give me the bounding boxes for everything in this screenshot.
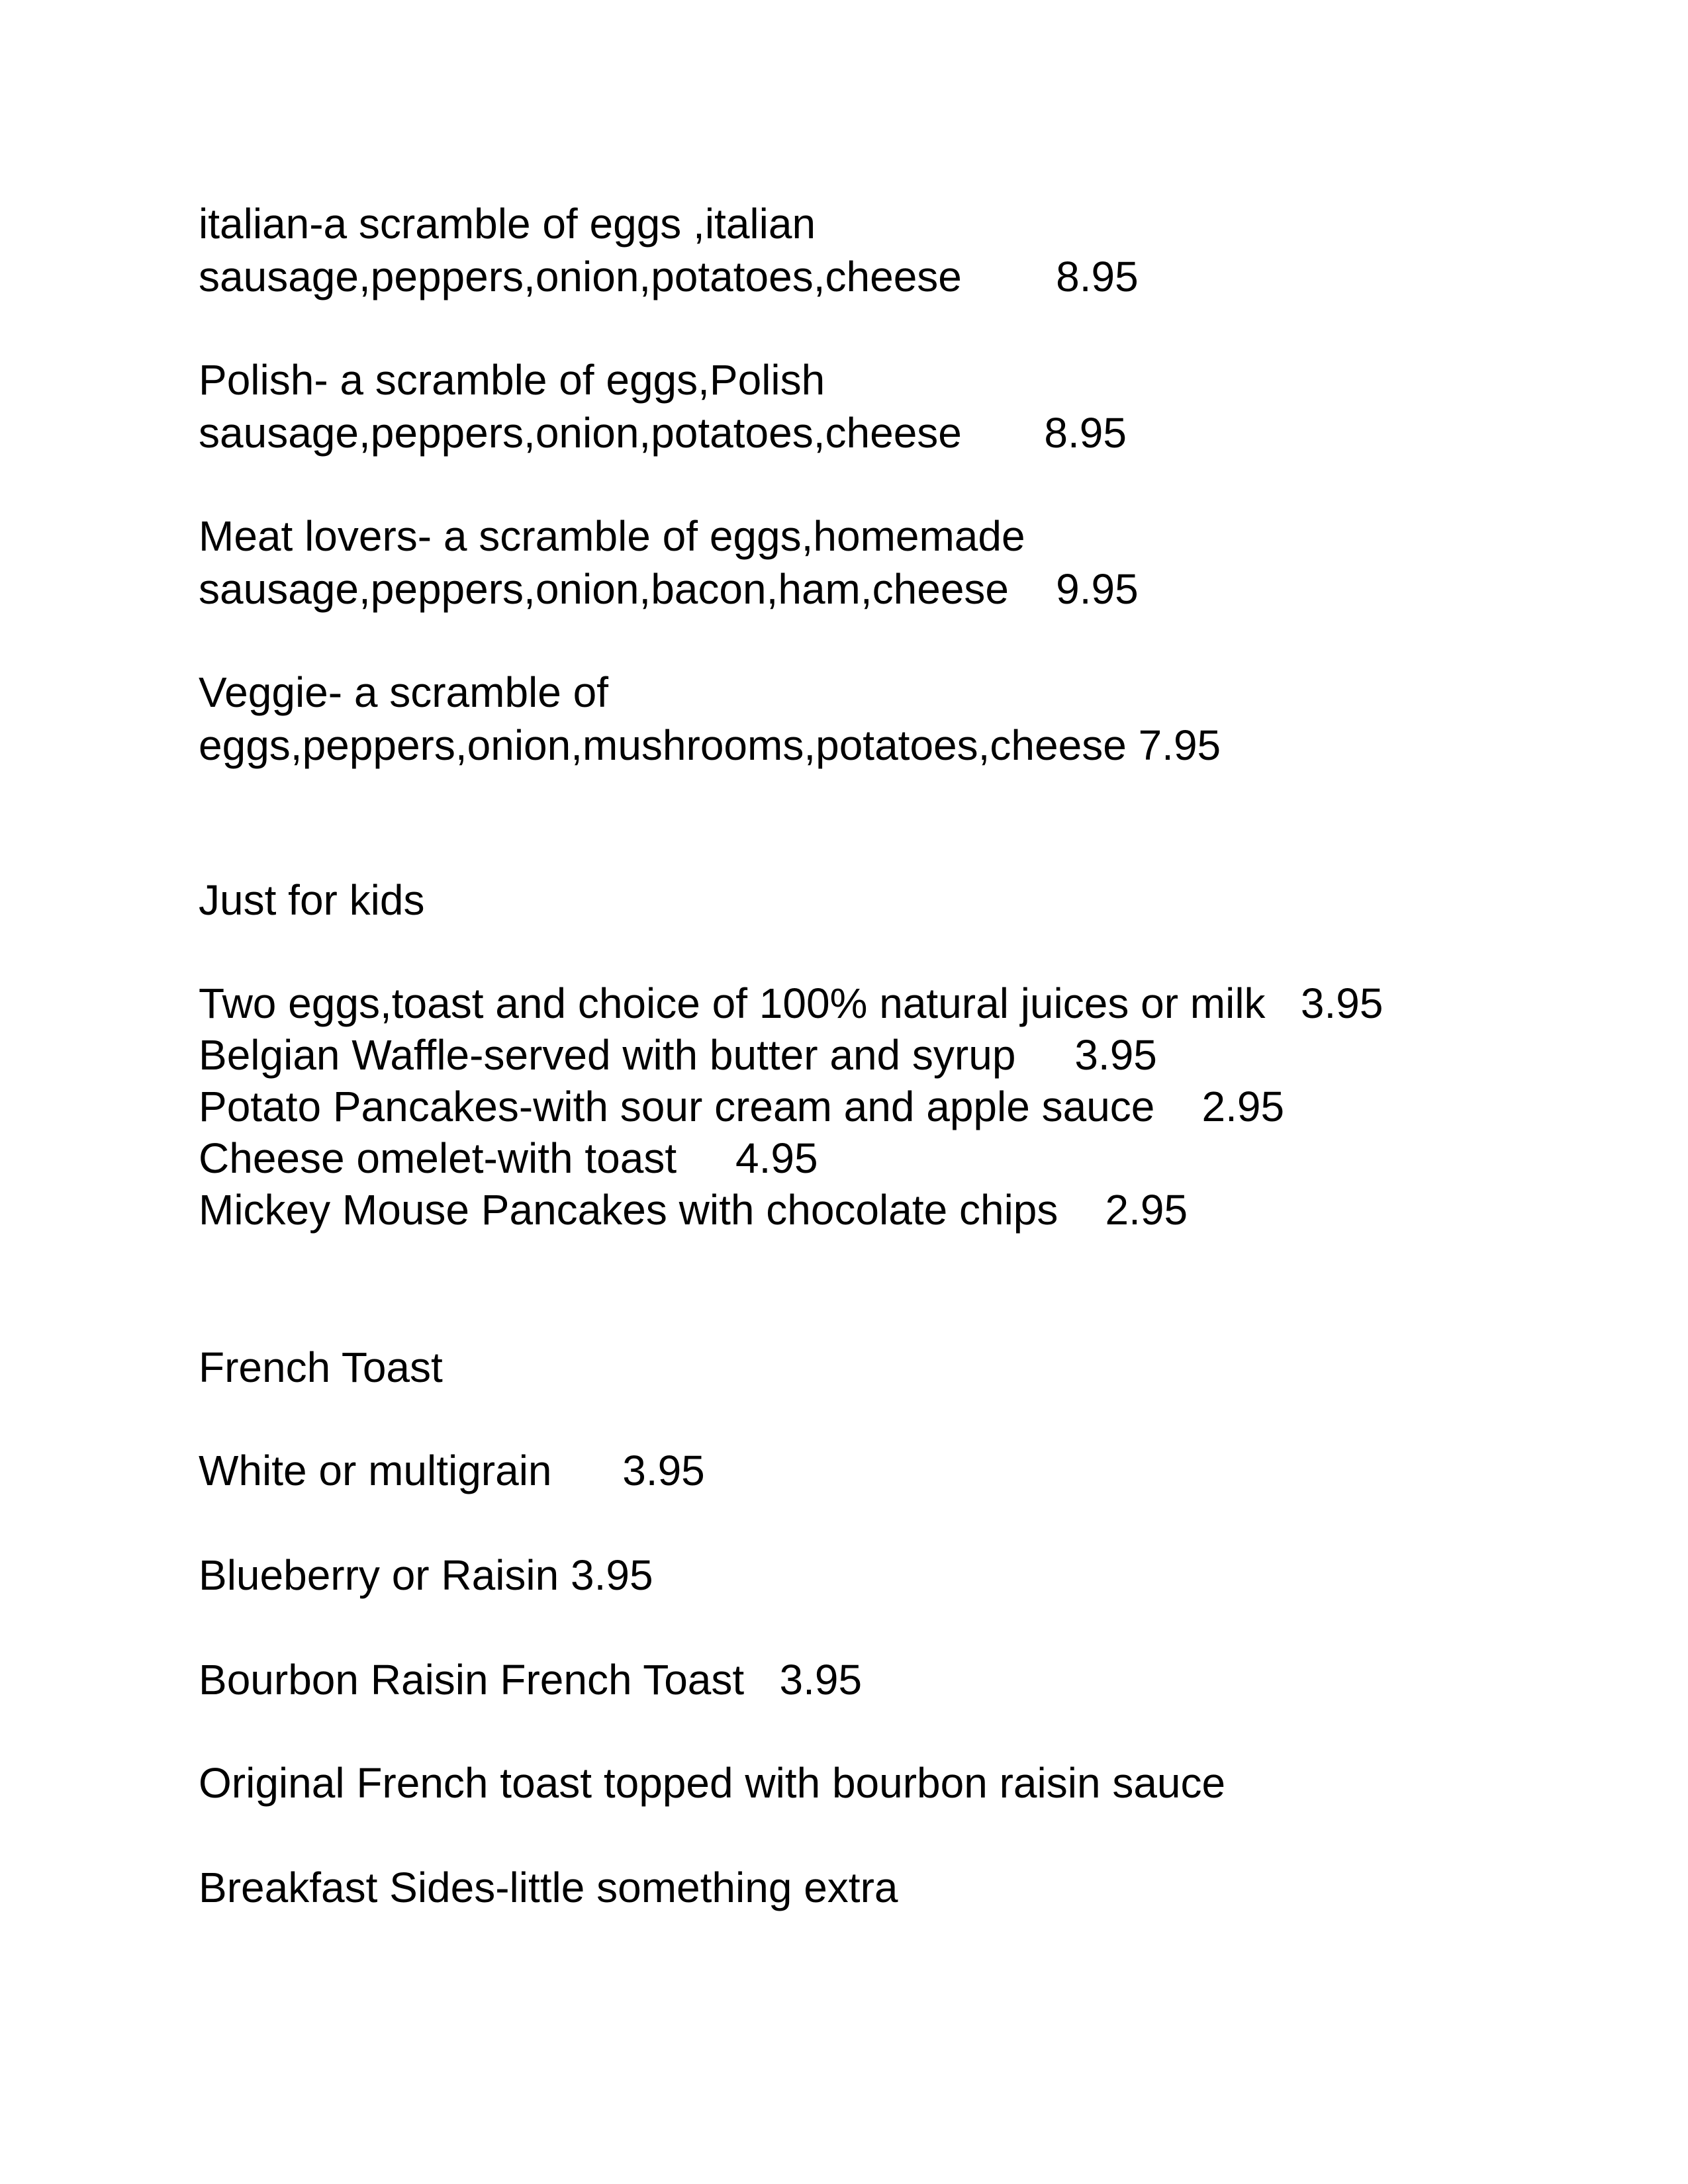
veggie-scramble-line1: Veggie- a scramble of [199, 668, 608, 716]
polish-scramble-line2: sausage,peppers,onion,potatoes,cheese 8.95 [199, 409, 1127, 457]
kids-item: Cheese omelet-with toast 4.95 [199, 1134, 818, 1182]
polish-scramble-line1: Polish- a scramble of eggs,Polish [199, 356, 825, 404]
breakfast-sides-heading: Breakfast Sides-little something extra [199, 1864, 898, 1911]
meat-lovers-scramble-line2: sausage,peppers,onion,bacon,ham,cheese 9.95 [199, 565, 1139, 613]
kids-heading: Just for kids [199, 876, 425, 924]
italian-scramble-line2: sausage,peppers,onion,potatoes,cheese 8.95 [199, 253, 1139, 300]
french-toast-heading: French Toast [199, 1343, 443, 1391]
french-toast-item: Blueberry or Raisin 3.95 [199, 1551, 653, 1599]
veggie-scramble-line2: eggs,peppers,onion,mushrooms,potatoes,cheese 7.95 [199, 721, 1221, 769]
italian-scramble-line1: italian-a scramble of eggs ,italian [199, 200, 816, 248]
french-toast-item: Bourbon Raisin French Toast 3.95 [199, 1656, 863, 1704]
kids-item: Mickey Mouse Pancakes with chocolate chips 2.95 [199, 1186, 1188, 1234]
kids-item: Belgian Waffle-served with butter and syrup 3.95 [199, 1031, 1157, 1079]
french-toast-item: Original French toast topped with bourbon raisin sauce [199, 1759, 1226, 1807]
french-toast-item: White or multigrain 3.95 [199, 1447, 705, 1494]
kids-item: Potato Pancakes-with sour cream and apple sauce 2.95 [199, 1083, 1285, 1130]
kids-item: Two eggs,toast and choice of 100% natural juices or milk 3.95 [199, 979, 1383, 1027]
meat-lovers-scramble-line1: Meat lovers- a scramble of eggs,homemade [199, 512, 1025, 560]
